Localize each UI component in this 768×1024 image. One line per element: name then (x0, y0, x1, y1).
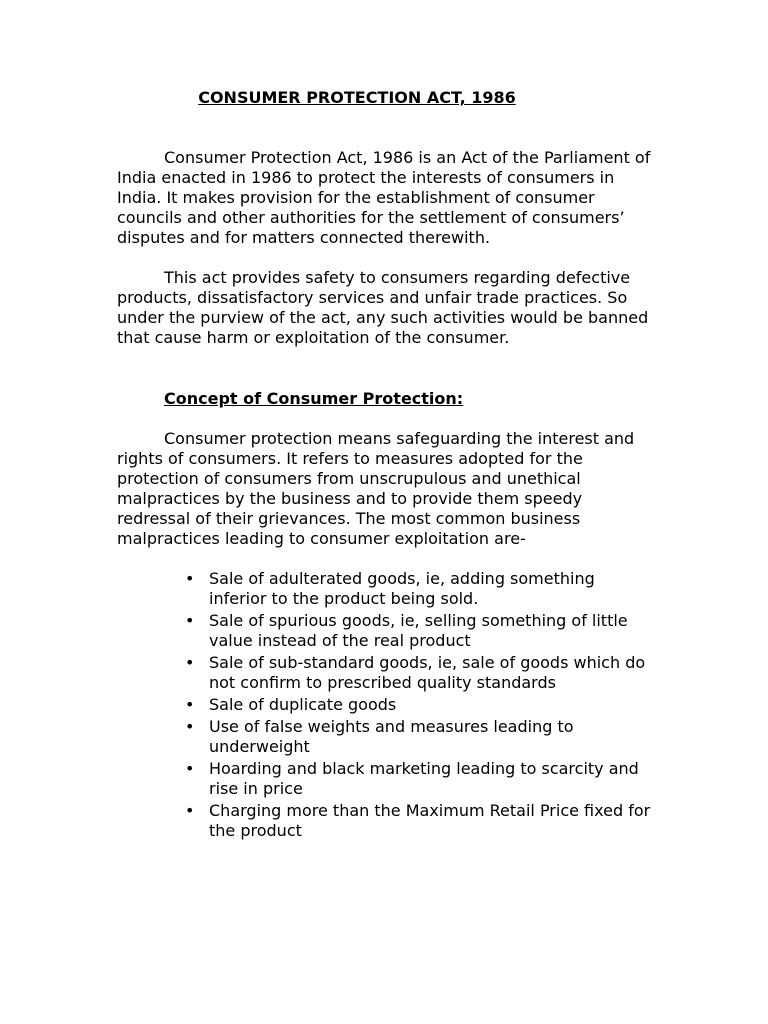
document-title: CONSUMER PROTECTION ACT, 1986 (198, 88, 516, 107)
list-item (117, 717, 657, 757)
list-item-text: Charging more than the Maximum Retail Price fixed for the product (209, 801, 651, 840)
bullet-icon: • (185, 653, 195, 672)
list-item (117, 801, 657, 841)
bullet-icon: • (185, 801, 195, 820)
section-heading: Concept of Consumer Protection: (164, 389, 464, 408)
bullet-icon: • (185, 717, 195, 736)
list-item (117, 653, 657, 693)
list-item-text: Sale of spurious goods, ie, selling something of little value instead of the real product (209, 611, 628, 650)
malpractice-list (117, 569, 657, 841)
list-item (117, 759, 657, 799)
list-item-text: Sale of duplicate goods (209, 695, 397, 714)
document-page (117, 88, 657, 843)
bullet-icon: • (185, 759, 195, 778)
intro-paragraph: Consumer Protection Act, 1986 is an Act of the Parliament of India enacted in 1986 to protect the interests of consumers in India. It makes provision for the establishment of consumer councils and other authorities for the settlement of consumers’ disputes and for matters connected therewith. (117, 148, 651, 247)
list-item-text: Hoarding and black marketing leading to scarcity and rise in price (209, 759, 639, 798)
list-item-text: Sale of adulterated goods, ie, adding something inferior to the product being sold. (209, 569, 595, 608)
safety-paragraph: This act provides safety to consumers regarding defective products, dissatisfactory services and unfair trade practices. So under the purview of the act, any such activities would be banned that cause harm or exploitation of the consumer. (117, 268, 649, 347)
section-paragraph: Consumer protection means safeguarding the interest and rights of consumers. It refers to measures adopted for the protection of consumers from unscrupulous and unethical malpractices by the business and to provide them speedy redressal of their grievances. The most common business malpractices leading to consumer exploitation are- (117, 429, 635, 548)
bullet-icon: • (185, 611, 195, 630)
list-item-text: Use of false weights and measures leading to underweight (209, 717, 574, 756)
list-item-text: Sale of sub-standard goods, ie, sale of goods which do not confirm to prescribed quality standards (209, 653, 646, 692)
list-item (117, 611, 657, 651)
list-item (117, 569, 657, 609)
bullet-icon: • (185, 695, 195, 714)
bullet-icon: • (185, 569, 195, 588)
list-item (117, 695, 657, 715)
